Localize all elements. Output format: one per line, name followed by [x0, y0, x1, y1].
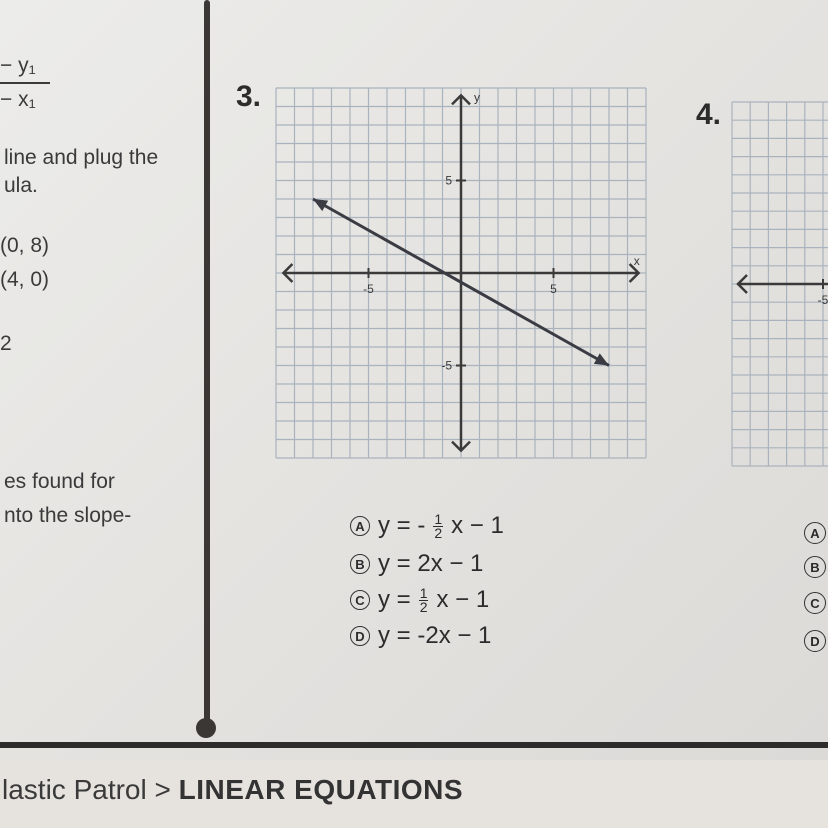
footer-breadcrumb: [2, 774, 463, 806]
q4-tick-label-x-neg5: -5: [817, 293, 828, 307]
tick-label-x-5: 5: [550, 282, 557, 296]
tick-label-y-neg5: -5: [441, 358, 452, 373]
choice-a-num: 1: [434, 510, 443, 527]
formula-fraction-bar: [0, 82, 50, 84]
choice-c-num: 1: [419, 584, 428, 601]
tick-label-x-neg5: -5: [363, 282, 374, 296]
choice-c-suffix: x − 1: [436, 586, 490, 613]
coordinate-grid: [272, 84, 652, 464]
choice-b[interactable]: [350, 550, 483, 578]
q4-choice-b-bubble[interactable]: B: [804, 556, 826, 578]
formula-numerator: − y₁: [0, 54, 36, 77]
choice-d-bubble[interactable]: D: [350, 626, 370, 646]
axis-label-y: y: [474, 90, 480, 105]
footer-separator: >: [146, 774, 179, 805]
choice-a-suffix: x − 1: [451, 512, 504, 539]
slope-value: 2: [0, 332, 12, 355]
choice-b-text: y = 2x − 1: [378, 550, 484, 577]
instruction-line-3: es found for: [4, 470, 115, 493]
q4-choice-a-bubble[interactable]: A: [804, 522, 826, 544]
choice-c-den: 2: [419, 598, 428, 615]
point-2: (4, 0): [0, 268, 50, 291]
choice-b-bubble[interactable]: B: [350, 554, 370, 574]
choice-a[interactable]: [350, 512, 504, 540]
footer-section: LINEAR EQUATIONS: [178, 774, 464, 805]
choice-a-den: 2: [434, 524, 443, 541]
choice-a-prefix: y = -: [378, 512, 426, 539]
question-3-number: 3.: [236, 80, 262, 113]
footer-rule: [0, 742, 828, 748]
instruction-line-4: nto the slope-: [4, 504, 132, 527]
choice-a-fraction: [433, 510, 443, 541]
choice-d-text: y = -2x − 1: [378, 622, 492, 649]
choice-c-fraction: [419, 584, 429, 615]
footer-brand: lastic Patrol: [2, 774, 147, 805]
choice-d[interactable]: [350, 622, 491, 650]
formula-denominator: − x₁: [0, 88, 36, 111]
choice-c[interactable]: [350, 586, 489, 614]
q4-choice-c-bubble[interactable]: C: [804, 592, 826, 614]
choice-c-prefix: y =: [378, 586, 411, 613]
point-1: (0, 8): [0, 234, 50, 257]
axis-label-x: x: [633, 254, 640, 268]
choice-a-bubble[interactable]: A: [350, 516, 370, 536]
divider-end-dot: [196, 718, 216, 738]
question-3-graph: [272, 84, 652, 469]
tick-label-y-5: 5: [445, 173, 452, 188]
column-divider: [204, 0, 210, 728]
question-4-graph: [730, 100, 828, 473]
question-4-number: 4.: [696, 98, 722, 131]
coordinate-grid-partial: [730, 100, 828, 468]
instruction-line-2: ula.: [4, 174, 38, 197]
choice-c-bubble[interactable]: C: [350, 590, 370, 610]
instruction-line-1: line and plug the: [4, 146, 159, 169]
q4-choice-d-bubble[interactable]: D: [804, 630, 826, 652]
